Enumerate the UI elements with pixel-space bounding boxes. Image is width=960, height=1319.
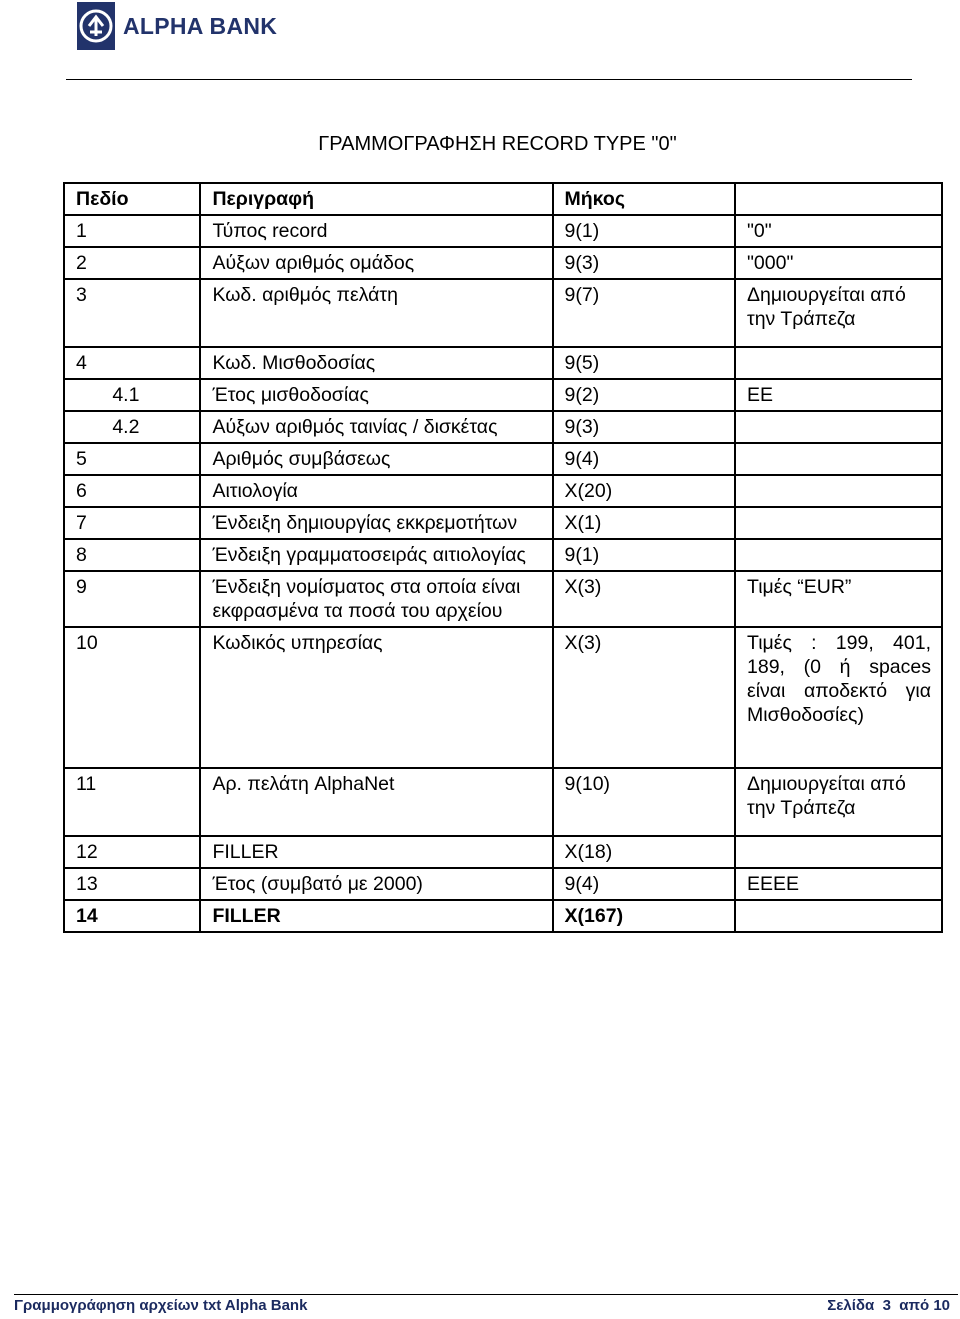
- cell-length: X(1): [553, 507, 735, 539]
- cell-length: 9(4): [553, 443, 735, 475]
- cell-field: 6: [64, 475, 200, 507]
- cell-field: 3: [64, 279, 200, 347]
- table-row: [64, 836, 942, 868]
- footer-divider: [14, 1294, 958, 1295]
- cell-description: Κωδ. Μισθοδοσίας: [200, 347, 552, 379]
- header-description: Περιγραφή: [200, 183, 552, 215]
- cell-notes: Τιμές : 199, 401, 189, (0 ή spaces είναι αποδεκτό για Μισθοδοσίες): [735, 627, 942, 768]
- cell-description: Ένδειξη γραμματοσειράς αιτιολογίας: [200, 539, 552, 571]
- table-row: [64, 900, 942, 932]
- alpha-bank-emblem-icon: [77, 2, 115, 50]
- cell-field: 11: [64, 768, 200, 836]
- cell-notes: "000": [735, 247, 942, 279]
- cell-field: 4.2: [64, 411, 200, 443]
- cell-description: Τύπος record: [200, 215, 552, 247]
- cell-description: Ένδειξη δημιουργίας εκκρεμοτήτων: [200, 507, 552, 539]
- cell-length: 9(5): [553, 347, 735, 379]
- cell-length: 9(1): [553, 539, 735, 571]
- header-field: Πεδίο: [64, 183, 200, 215]
- cell-notes: [735, 347, 942, 379]
- cell-notes: [735, 836, 942, 868]
- cell-field: 13: [64, 868, 200, 900]
- cell-description: FILLER: [200, 900, 552, 932]
- cell-field: 7: [64, 507, 200, 539]
- cell-field: 4: [64, 347, 200, 379]
- footer-document-name: Γραμμογράφηση αρχείων txt Alpha Bank: [14, 1297, 308, 1314]
- cell-length: 9(10): [553, 768, 735, 836]
- cell-description: Κωδικός υπηρεσίας: [200, 627, 552, 768]
- cell-field: 8: [64, 539, 200, 571]
- table-row: [64, 475, 942, 507]
- cell-notes: [735, 507, 942, 539]
- table-row: [64, 215, 942, 247]
- table-row: [64, 443, 942, 475]
- cell-length: X(3): [553, 571, 735, 627]
- cell-field: 12: [64, 836, 200, 868]
- total-pages: 10: [933, 1297, 950, 1314]
- alpha-bank-logo: [77, 2, 277, 50]
- cell-notes: Δημιουργείται από την Τράπεζα: [735, 279, 942, 347]
- cell-field: 5: [64, 443, 200, 475]
- cell-length: X(3): [553, 627, 735, 768]
- page-footer: [14, 1297, 950, 1314]
- cell-notes: Δημιουργείται από την Τράπεζα: [735, 768, 942, 836]
- table-row: [64, 379, 942, 411]
- cell-field: 4.1: [64, 379, 200, 411]
- cell-notes: ΕΕΕΕ: [735, 868, 942, 900]
- header-divider: [66, 79, 912, 80]
- table-row: [64, 571, 942, 627]
- cell-description: Αύξων αριθμός ταινίας / δισκέτας: [200, 411, 552, 443]
- cell-description: FILLER: [200, 836, 552, 868]
- cell-notes: [735, 900, 942, 932]
- table-row: [64, 627, 942, 768]
- cell-length: 9(3): [553, 411, 735, 443]
- record-layout-table: [63, 182, 943, 933]
- cell-notes: [735, 539, 942, 571]
- table-row: [64, 868, 942, 900]
- table-row: [64, 279, 942, 347]
- table-row: [64, 539, 942, 571]
- cell-notes: [735, 475, 942, 507]
- cell-notes: ΕΕ: [735, 379, 942, 411]
- cell-field: 2: [64, 247, 200, 279]
- cell-description: Έτος (συμβατό με 2000): [200, 868, 552, 900]
- cell-description: Ένδειξη νομίσματος στα οποία είναι εκφρασμένα τα ποσά του αρχείου: [200, 571, 552, 627]
- cell-field: 10: [64, 627, 200, 768]
- cell-notes: [735, 443, 942, 475]
- of-label: από: [899, 1297, 930, 1314]
- page-label: Σελίδα: [827, 1297, 875, 1314]
- page-title: ΓΡΑΜΜΟΓΡΑΦΗΣΗ RECORD TYPE "0": [318, 133, 677, 155]
- cell-length: 9(2): [553, 379, 735, 411]
- table-row: [64, 768, 942, 836]
- header-notes: [735, 183, 942, 215]
- cell-field: 9: [64, 571, 200, 627]
- brand-name: ALPHA BANK: [123, 12, 278, 39]
- current-page: 3: [882, 1297, 891, 1314]
- table-row: [64, 507, 942, 539]
- page-number: [827, 1297, 950, 1314]
- cell-length: X(167): [553, 900, 735, 932]
- table-row: [64, 347, 942, 379]
- cell-notes: [735, 411, 942, 443]
- cell-notes: "0": [735, 215, 942, 247]
- cell-description: Αριθμός συμβάσεως: [200, 443, 552, 475]
- cell-length: 9(3): [553, 247, 735, 279]
- cell-length: 9(7): [553, 279, 735, 347]
- cell-length: X(18): [553, 836, 735, 868]
- cell-length: 9(1): [553, 215, 735, 247]
- table-header-row: [64, 183, 942, 215]
- cell-description: Αύξων αριθμός ομάδος: [200, 247, 552, 279]
- cell-description: Κωδ. αριθμός πελάτη: [200, 279, 552, 347]
- cell-notes: Τιμές “EUR”: [735, 571, 942, 627]
- cell-description: Έτος μισθοδοσίας: [200, 379, 552, 411]
- cell-length: X(20): [553, 475, 735, 507]
- cell-field: 14: [64, 900, 200, 932]
- table-row: [64, 247, 942, 279]
- cell-description: Αρ. πελάτη AlphaNet: [200, 768, 552, 836]
- table-row: [64, 411, 942, 443]
- cell-description: Αιτιολογία: [200, 475, 552, 507]
- header-length: Μήκος: [553, 183, 735, 215]
- cell-field: 1: [64, 215, 200, 247]
- cell-length: 9(4): [553, 868, 735, 900]
